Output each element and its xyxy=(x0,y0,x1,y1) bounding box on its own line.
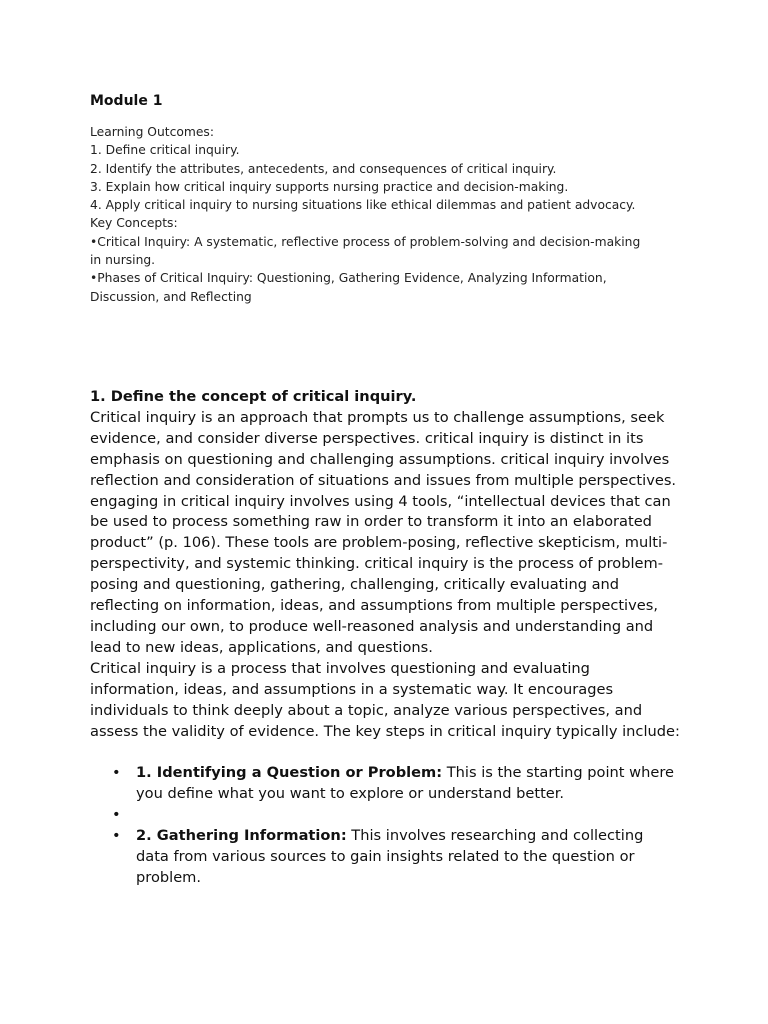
step-label: 2. Gathering Information: xyxy=(136,827,347,845)
section-heading: 1. Define the concept of critical inquiry. xyxy=(90,388,417,405)
list-item xyxy=(90,763,680,805)
module-title: Module 1 xyxy=(90,93,163,109)
paragraph-1: Critical inquiry is an approach that prompts us to challenge assumptions, seek evidence, and consider diverse perspectives. critical inquiry is distinct in its emphasis on questioning and challenging assumptions. critical inquiry involves reflection and consideration of situations and issues from multiple perspectives. engaging in critical inquiry involves using 4 tools, “intellectual devices that can be used to process something raw in order to transform it into an elaborated product” (p. 106). These tools are problem-posing, reflective skepticism, multi-perspectivity, and systemic thinking. critical inquiry is the process of problem-posing and questioning, gathering, challenging, critically evaluating and reflecting on information, ideas, and assumptions from multiple perspectives, including our own, to produce well-reasoned analysis and understanding and lead to new ideas, applications, and questions. xyxy=(90,408,677,656)
bullet-icon: • xyxy=(112,764,121,782)
paragraph-2: Critical inquiry is a process that involves questioning and evaluating information, ideas, and assumptions in a systematic way. It encourages individuals to think deeply about a topic, analyze various perspectives, and assess the validity of evidence. The key steps in critical inquiry typically include: xyxy=(90,659,680,740)
step-text: This is the starting point where you define what you want to explore or understand better. xyxy=(136,764,674,803)
step-text: This involves researching and collecting data from various sources to gain insights related to the question or problem. xyxy=(136,827,644,886)
section-define-critical-inquiry xyxy=(90,387,680,889)
outcome-item-4: 4. Apply critical inquiry to nursing situations like ethical dilemmas and patient advocacy. xyxy=(90,198,636,213)
key-concepts-heading: Key Concepts: xyxy=(90,216,178,231)
list-item xyxy=(90,826,680,889)
steps-list xyxy=(90,763,680,888)
outcome-item-1: 1. Define critical inquiry. xyxy=(90,143,240,158)
list-item xyxy=(90,805,680,826)
outcome-item-2: 2. Identify the attributes, antecedents, and consequences of critical inquiry. xyxy=(90,161,557,176)
paragraph-spacer xyxy=(90,742,680,763)
learning-outcomes xyxy=(90,123,650,306)
step-label: 1. Identifying a Question or Problem: xyxy=(136,764,443,782)
outcome-item-3: 3. Explain how critical inquiry supports nursing practice and decision-making. xyxy=(90,179,569,194)
bullet-icon: • xyxy=(112,827,121,845)
key-concept-phases: •Phases of Critical Inquiry: Questioning, Gathering Evidence, Analyzing Information, Discussion, and Reflecting xyxy=(90,271,607,304)
bullet-icon: • xyxy=(112,806,121,824)
key-concept-critical-inquiry: •Critical Inquiry: A systematic, reflective process of problem-solving and decision-making in nursing. xyxy=(90,234,641,268)
outcomes-heading: Learning Outcomes: xyxy=(90,125,214,139)
